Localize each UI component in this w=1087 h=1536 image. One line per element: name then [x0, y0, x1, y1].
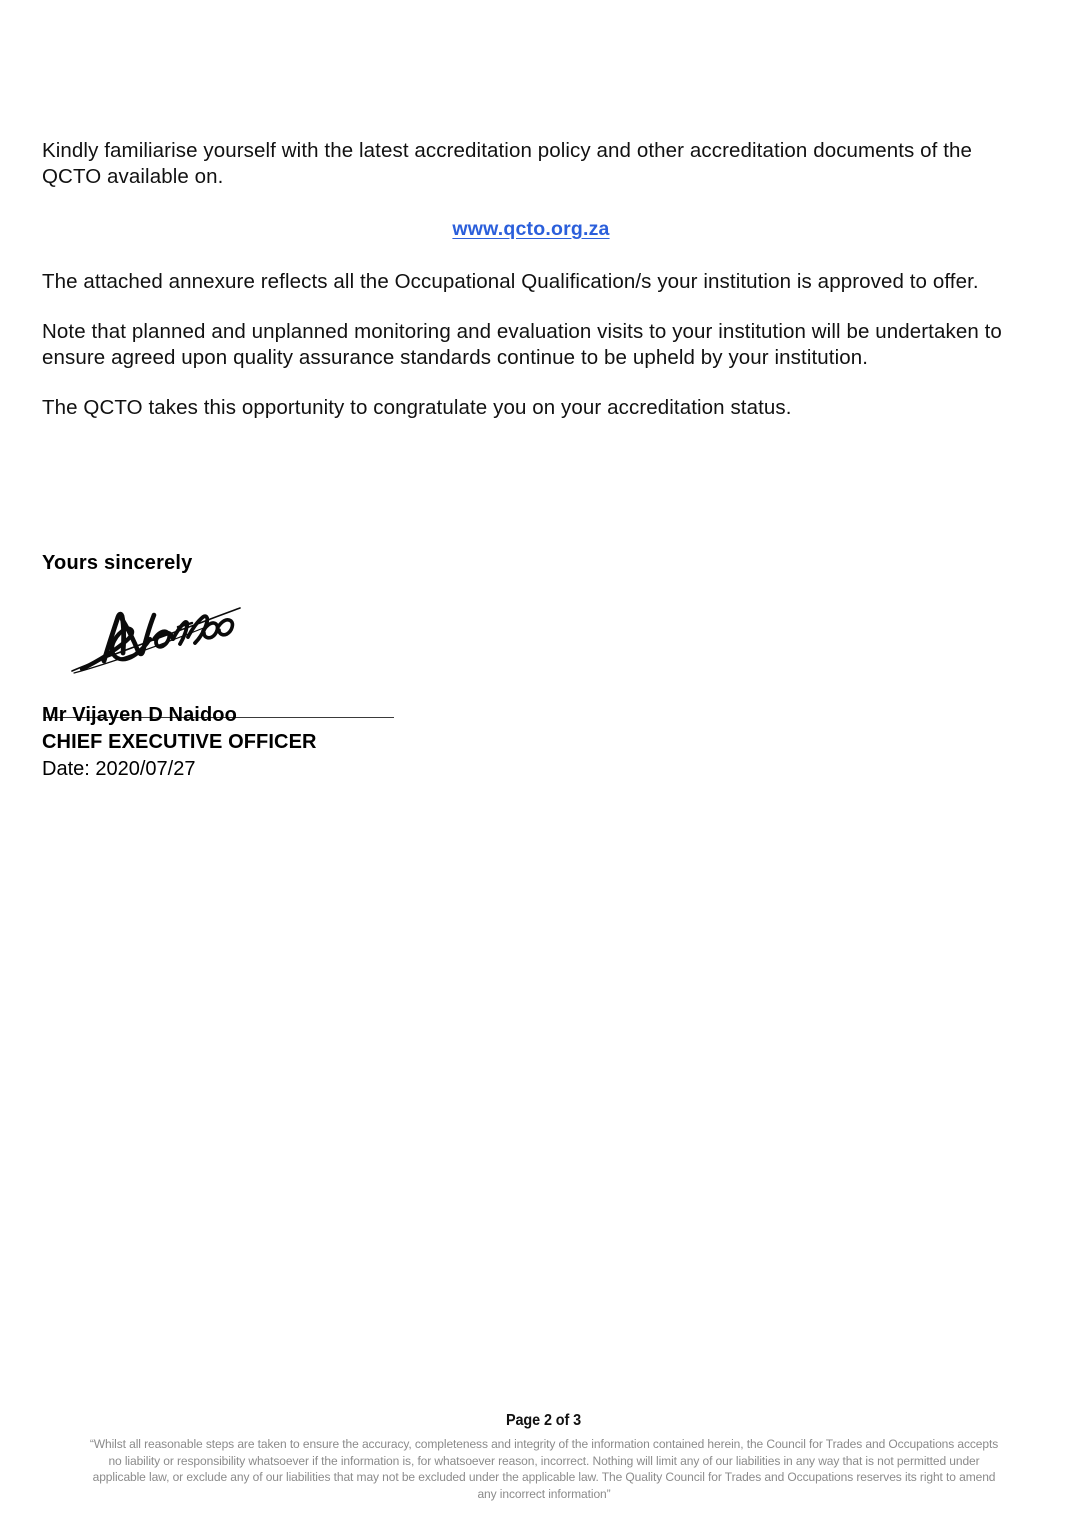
- signature-block: [42, 552, 462, 780]
- handwritten-signature-icon: [60, 589, 260, 689]
- page-number: Page 2 of 3: [505, 1412, 582, 1429]
- signatory-details: [42, 702, 462, 783]
- closing-salutation: Yours sincerely: [42, 552, 193, 574]
- page-footer: [0, 1412, 1087, 1502]
- qcto-website-link[interactable]: www.qcto.org.za: [452, 218, 610, 240]
- signature-date: Date: 2020/07/27: [42, 758, 196, 780]
- footer-disclaimer: “Whilst all reasonable steps are taken to ensure the accuracy, completeness and integrity of the information contained herein, the Council for Trades and Occupations accepts no liability or responsibility whatsoever if the information is, for whatsoever reason, incorrect. Nothing will limit any of our liabilities in any way that is not permitted under applicable law, or exclude any of our liabilities that may not be excluded under the applicable law. The Quality Council for Trades and Occupations reserves its right to amend any incorrect information”: [89, 1437, 998, 1501]
- paragraph-congratulations: The QCTO takes this opportunity to congratulate you on your accreditation status.: [42, 396, 792, 419]
- paragraph-annexure: The attached annexure reflects all the Occupational Qualification/s your institution is approved to offer.: [42, 270, 979, 293]
- signature-image-area: [42, 581, 402, 693]
- website-link-container: [42, 218, 1020, 241]
- signatory-name: Mr Vijayen D Naidoo: [42, 704, 237, 726]
- letter-body: [42, 138, 1020, 421]
- signatory-title: CHIEF EXECUTIVE OFFICER: [42, 731, 317, 753]
- paragraph-monitoring-visits: Note that planned and unplanned monitoring and evaluation visits to your institution will be undertaken to ensure agreed upon quality assurance standards continue to be upheld by your institution.: [42, 320, 1002, 369]
- paragraph-accreditation-policy: Kindly familiarise yourself with the latest accreditation policy and other accreditation documents of the QCTO available on.: [42, 139, 973, 188]
